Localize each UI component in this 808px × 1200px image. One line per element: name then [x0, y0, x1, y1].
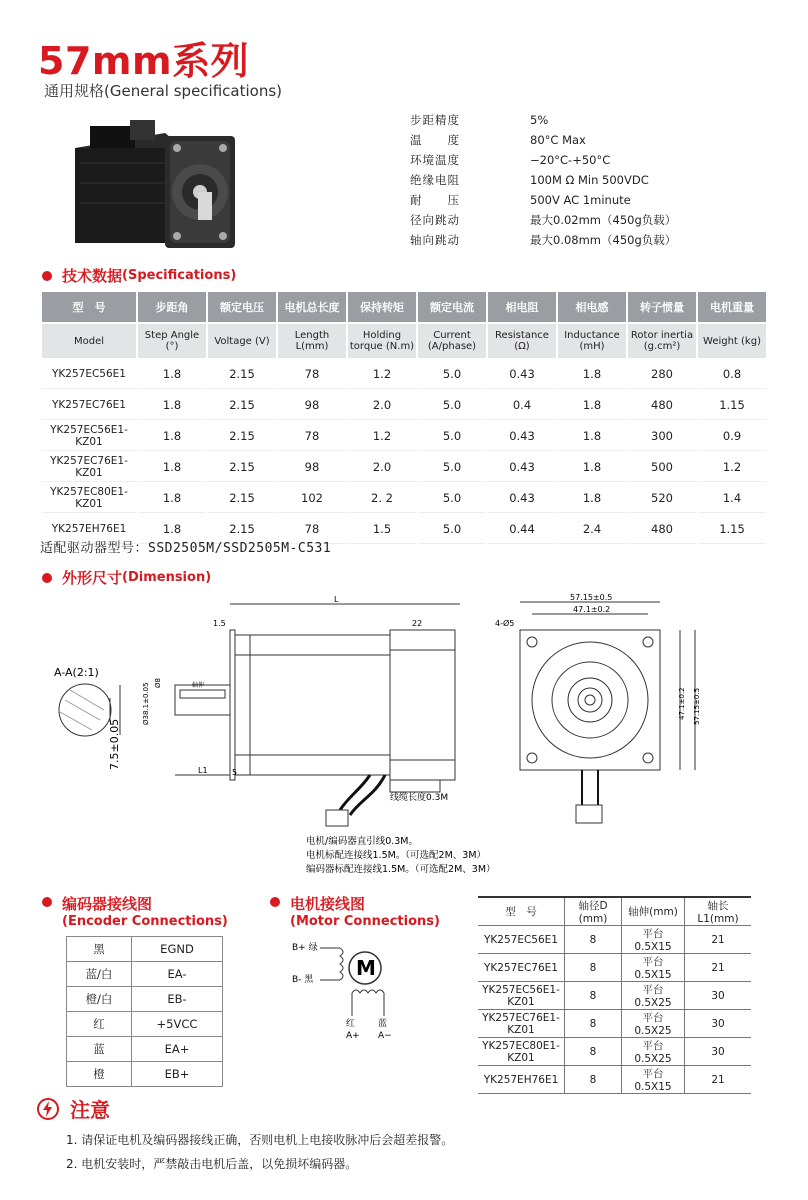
spec-cell: 1.15 [698, 391, 766, 420]
model-cell: YK257EC76E1-KZ01 [42, 453, 136, 482]
spec-cell: 78 [278, 515, 346, 544]
shaft-row [478, 1010, 751, 1038]
model-cell: YK257EC80E1-KZ01 [478, 1038, 565, 1066]
spec-header-cn: 额定电流 [418, 292, 486, 322]
spec-value: −20°C-+50°C [530, 153, 611, 167]
spec-value: 500V AC 1minute [530, 193, 631, 207]
spec-cell: 1.8 [138, 422, 206, 451]
section-title-cn: 技术数据 [62, 267, 123, 285]
spec-cell: 1.8 [138, 360, 206, 389]
spec-cell: 2.0 [348, 391, 416, 420]
driver-compatibility: 适配驱动器型号：SSD2505M/SSD2505M-C531 [40, 541, 332, 556]
notes-title: 注意 [70, 1098, 110, 1122]
spec-item [410, 110, 676, 130]
shaft-diameter-label: Ø8 [154, 678, 162, 688]
spec-item [410, 230, 676, 250]
bullet-icon [42, 897, 52, 907]
bullet-icon [42, 271, 52, 281]
spec-item [410, 170, 676, 190]
cable-note: 电机/编码器直引线0.3M。 [306, 836, 419, 847]
spec-cell: 520 [628, 484, 696, 513]
spec-cell: 2.15 [208, 453, 276, 482]
spec-cell: 5.0 [418, 484, 486, 513]
encoder-row [67, 987, 223, 1012]
spec-cell: 1.5 [348, 515, 416, 544]
spec-cell: 0.43 [488, 422, 556, 451]
spec-cell: 0.44 [488, 515, 556, 544]
spec-cell: 1.15 [698, 515, 766, 544]
b-minus-label: B- 黑 [292, 975, 314, 985]
motor-section-heading [270, 893, 440, 929]
section-title-en: (Motor Connections) [290, 914, 440, 929]
notes-list [66, 1128, 453, 1176]
flange-diameter-label: Ø38.1±0.05 [142, 682, 150, 725]
spec-cell: 2. 2 [348, 484, 416, 513]
spec-cell: 78 [278, 422, 346, 451]
signal-name: +5VCC [132, 1012, 223, 1037]
spec-cell: 300 [628, 422, 696, 451]
shaft-cell: 平台0.5X25 [622, 1038, 685, 1066]
spec-header-en: Resistance (Ω) [488, 324, 556, 358]
spec-value: 100M Ω Min 500VDC [530, 173, 649, 187]
shaft-row [478, 982, 751, 1010]
spec-header-en: Step Angle (°) [138, 324, 206, 358]
wire-color: 黑 [67, 937, 132, 962]
section-title-en: (Dimension) [122, 570, 212, 585]
cable-length-label: 线缆长度0.3M [390, 793, 449, 803]
spec-cell: 1.8 [558, 422, 626, 451]
section-title-cn: 外形尺寸 [62, 569, 123, 587]
spec-header-en: Rotor inertia (g.cm²) [628, 324, 696, 358]
spec-cell: 2.15 [208, 484, 276, 513]
spec-value: 5% [530, 113, 549, 127]
shaft-cell: 21 [685, 926, 752, 954]
encoder-length-label: 22 [412, 619, 423, 628]
spec-header-en: Weight (kg) [698, 324, 766, 358]
shaft-table [478, 896, 751, 1094]
spec-cell: 480 [628, 515, 696, 544]
front-height-label: 57.15±0.5 [693, 687, 701, 725]
spec-cell: 1.2 [348, 422, 416, 451]
dimension-drawing [40, 590, 770, 880]
shaft-cell: 8 [565, 926, 622, 954]
spec-header-cn: 型 号 [42, 292, 136, 322]
spec-cell: 1.8 [558, 360, 626, 389]
spec-cell: 1.8 [138, 391, 206, 420]
encoder-row [67, 937, 223, 962]
note-item: 2. 电机安装时，严禁敲击电机后盖，以免损坏编码器。 [66, 1157, 358, 1171]
model-cell: YK257EC76E1 [42, 391, 136, 420]
spec-cell: 78 [278, 360, 346, 389]
notes-heading [36, 1094, 110, 1123]
section-title-cn: 编码器接线图 [62, 895, 153, 913]
spec-row [42, 422, 766, 451]
shaft-cell: 30 [685, 1010, 752, 1038]
holes-label: 4-Ø5 [495, 619, 515, 628]
model-cell: YK257EC56E1 [478, 926, 565, 954]
spec-row [42, 391, 766, 420]
signal-name: EA- [132, 962, 223, 987]
spec-header-en: Length L(mm) [278, 324, 346, 358]
shaft-row [478, 1038, 751, 1066]
spec-header-cn: 额定电压 [208, 292, 276, 322]
section-title-en: (Encoder Connections) [62, 914, 228, 929]
general-spec-list [410, 110, 676, 250]
spec-header-en: Inductance (mH) [558, 324, 626, 358]
spec-cell: 2.15 [208, 515, 276, 544]
front-width-label: 57.15±0.5 [570, 593, 613, 602]
signal-name: EGND [132, 937, 223, 962]
spec-item [410, 150, 676, 170]
spec-header-cn: 电机总长度 [278, 292, 346, 322]
shaft-cell: 8 [565, 982, 622, 1010]
shaft-cell: 平台0.5X15 [622, 1066, 685, 1094]
spec-cell: 1.8 [138, 453, 206, 482]
model-cell: YK257EH76E1 [42, 515, 136, 544]
blue-label: 蓝 [378, 1019, 388, 1029]
spec-item [410, 190, 676, 210]
spec-header-cn: 相电阻 [488, 292, 556, 322]
spec-cell: 1.4 [698, 484, 766, 513]
signal-name: EB+ [132, 1062, 223, 1087]
spec-table [40, 290, 768, 546]
shaft-row [478, 1066, 751, 1094]
spec-section-heading [42, 265, 236, 286]
page-title: 57mm系列 [38, 39, 250, 83]
spec-item [410, 130, 676, 150]
model-cell: YK257EC76E1 [478, 954, 565, 982]
wire-color: 蓝 [67, 1037, 132, 1062]
spec-label: 温 度 [410, 133, 460, 147]
spec-header-cn: 相电感 [558, 292, 626, 322]
shaft-table-header: 型 号 [478, 897, 565, 926]
section-title-en: (Specifications) [122, 268, 237, 283]
model-cell: YK257EH76E1 [478, 1066, 565, 1094]
signal-name: EA+ [132, 1037, 223, 1062]
spec-cell: 2.15 [208, 422, 276, 451]
encoder-section-heading [42, 893, 228, 929]
shaft-cell: 8 [565, 1010, 622, 1038]
spec-row [42, 360, 766, 389]
shaft-cell: 平台0.5X15 [622, 926, 685, 954]
encoder-row [67, 1012, 223, 1037]
spec-label: 步距精度 [410, 113, 460, 127]
spec-header-en: Voltage (V) [208, 324, 276, 358]
front-hole-spacing-label: 47.1±0.2 [573, 605, 611, 614]
spec-cell: 5.0 [418, 391, 486, 420]
spec-cell: 0.8 [698, 360, 766, 389]
section-label: A-A(2:1) [54, 666, 99, 679]
section-title-cn: 电机接线图 [290, 895, 366, 913]
model-cell: YK257EC76E1-KZ01 [478, 1010, 565, 1038]
a-minus-label: A− [378, 1031, 392, 1041]
spec-cell: 2.15 [208, 360, 276, 389]
spec-cell: 98 [278, 453, 346, 482]
wire-color: 蓝/白 [67, 962, 132, 987]
spec-cell: 480 [628, 391, 696, 420]
encoder-row [67, 1062, 223, 1087]
shaft-cell: 8 [565, 1038, 622, 1066]
cable-note: 编码器标配连接线1.5M。（可选配2M、3M） [306, 864, 496, 875]
front-hole-height-label: 47.1±0.2 [678, 687, 686, 720]
spec-cell: 2.0 [348, 453, 416, 482]
spec-header-en: Model [42, 324, 136, 358]
b-plus-label: B+ 绿 [292, 943, 318, 953]
spec-cell: 500 [628, 453, 696, 482]
motor-symbol: M [356, 956, 376, 980]
spec-cell: 0.4 [488, 391, 556, 420]
wire-color: 橙/白 [67, 987, 132, 1012]
wire-color: 红 [67, 1012, 132, 1037]
motor-wiring-diagram [290, 938, 420, 1048]
shaft-cell: 30 [685, 982, 752, 1010]
spec-value: 最大0.02mm（450g负载） [530, 213, 677, 227]
shaft-table-header: 轴长L1(mm) [685, 897, 752, 926]
spec-cell: 5.0 [418, 360, 486, 389]
spec-cell: 5.0 [418, 515, 486, 544]
motor-photo [70, 108, 240, 258]
spec-header-cn: 保持转矩 [348, 292, 416, 322]
flange-thickness-label: 1.5 [213, 619, 226, 628]
spec-cell: 0.43 [488, 484, 556, 513]
spec-cell: 2.15 [208, 391, 276, 420]
warning-bolt-icon [36, 1097, 60, 1121]
spec-cell: 0.43 [488, 360, 556, 389]
spec-cell: 1.8 [558, 484, 626, 513]
length-label: L [334, 595, 339, 604]
shaft-table-header: 轴伸(mm) [622, 897, 685, 926]
spec-header-cn: 电机重量 [698, 292, 766, 322]
flange-gap-label: 5 [232, 768, 238, 777]
shaft-row [478, 954, 751, 982]
spec-cell: 5.0 [418, 422, 486, 451]
spec-cell: 1.8 [558, 391, 626, 420]
wire-color: 橙 [67, 1062, 132, 1087]
key-dimension: 7.5±0.05 [108, 718, 121, 770]
spec-row [42, 453, 766, 482]
encoder-table [66, 936, 223, 1087]
spec-label: 耐 压 [410, 193, 460, 207]
spec-label: 绝缘电阻 [410, 173, 460, 187]
spec-row [42, 484, 766, 513]
general-spec-subtitle: 通用规格(General specifications) [44, 82, 283, 100]
spec-cell: 1.2 [698, 453, 766, 482]
shaft-cell: 8 [565, 1066, 622, 1094]
model-cell: YK257EC56E1 [42, 360, 136, 389]
note-item: 1. 请保证电机及编码器接线正确，否则电机上电接收脉冲后会超差报警。 [66, 1133, 454, 1147]
spec-cell: 1.8 [558, 453, 626, 482]
spec-value: 80°C Max [530, 133, 586, 147]
shaft-cell: 平台0.5X15 [622, 954, 685, 982]
spec-cell: 1.2 [348, 360, 416, 389]
spec-label: 轴向跳动 [410, 233, 460, 247]
spec-item [410, 210, 676, 230]
shaft-row [478, 926, 751, 954]
spec-header-en: Current (A/phase) [418, 324, 486, 358]
spec-label: 径向跳动 [410, 213, 460, 227]
spec-label: 环境温度 [410, 153, 460, 167]
spec-header-cn: 转子惯量 [628, 292, 696, 322]
shaft-length-label: L1 [198, 766, 208, 775]
spec-cell: 98 [278, 391, 346, 420]
shaft-cell: 8 [565, 954, 622, 982]
spec-cell: 0.43 [488, 453, 556, 482]
spec-header-en: Holding torque (N.m) [348, 324, 416, 358]
shaft-cell: 平台0.5X25 [622, 1010, 685, 1038]
keyway-label: 轴伸 [192, 682, 205, 689]
signal-name: EB- [132, 987, 223, 1012]
spec-cell: 0.9 [698, 422, 766, 451]
spec-cell: 1.8 [138, 515, 206, 544]
model-cell: YK257EC56E1-KZ01 [478, 982, 565, 1010]
shaft-cell: 21 [685, 1066, 752, 1094]
spec-cell: 280 [628, 360, 696, 389]
spec-cell: 2.4 [558, 515, 626, 544]
shaft-table-header: 轴径D (mm) [565, 897, 622, 926]
model-cell: YK257EC80E1-KZ01 [42, 484, 136, 513]
dimension-section-heading [42, 567, 211, 588]
model-cell: YK257EC56E1-KZ01 [42, 422, 136, 451]
shaft-cell: 30 [685, 1038, 752, 1066]
bullet-icon [270, 897, 280, 907]
spec-cell: 1.8 [138, 484, 206, 513]
shaft-cell: 21 [685, 954, 752, 982]
cable-note: 电机标配连接线1.5M。（可选配2M、3M） [306, 850, 487, 861]
spec-value: 最大0.08mm（450g负载） [530, 233, 677, 247]
spec-cell: 102 [278, 484, 346, 513]
shaft-cell: 平台0.5X25 [622, 982, 685, 1010]
spec-header-cn: 步距角 [138, 292, 206, 322]
spec-cell: 5.0 [418, 453, 486, 482]
bullet-icon [42, 573, 52, 583]
a-plus-label: A+ [346, 1031, 360, 1041]
encoder-row [67, 962, 223, 987]
encoder-row [67, 1037, 223, 1062]
red-label: 红 [346, 1019, 356, 1029]
